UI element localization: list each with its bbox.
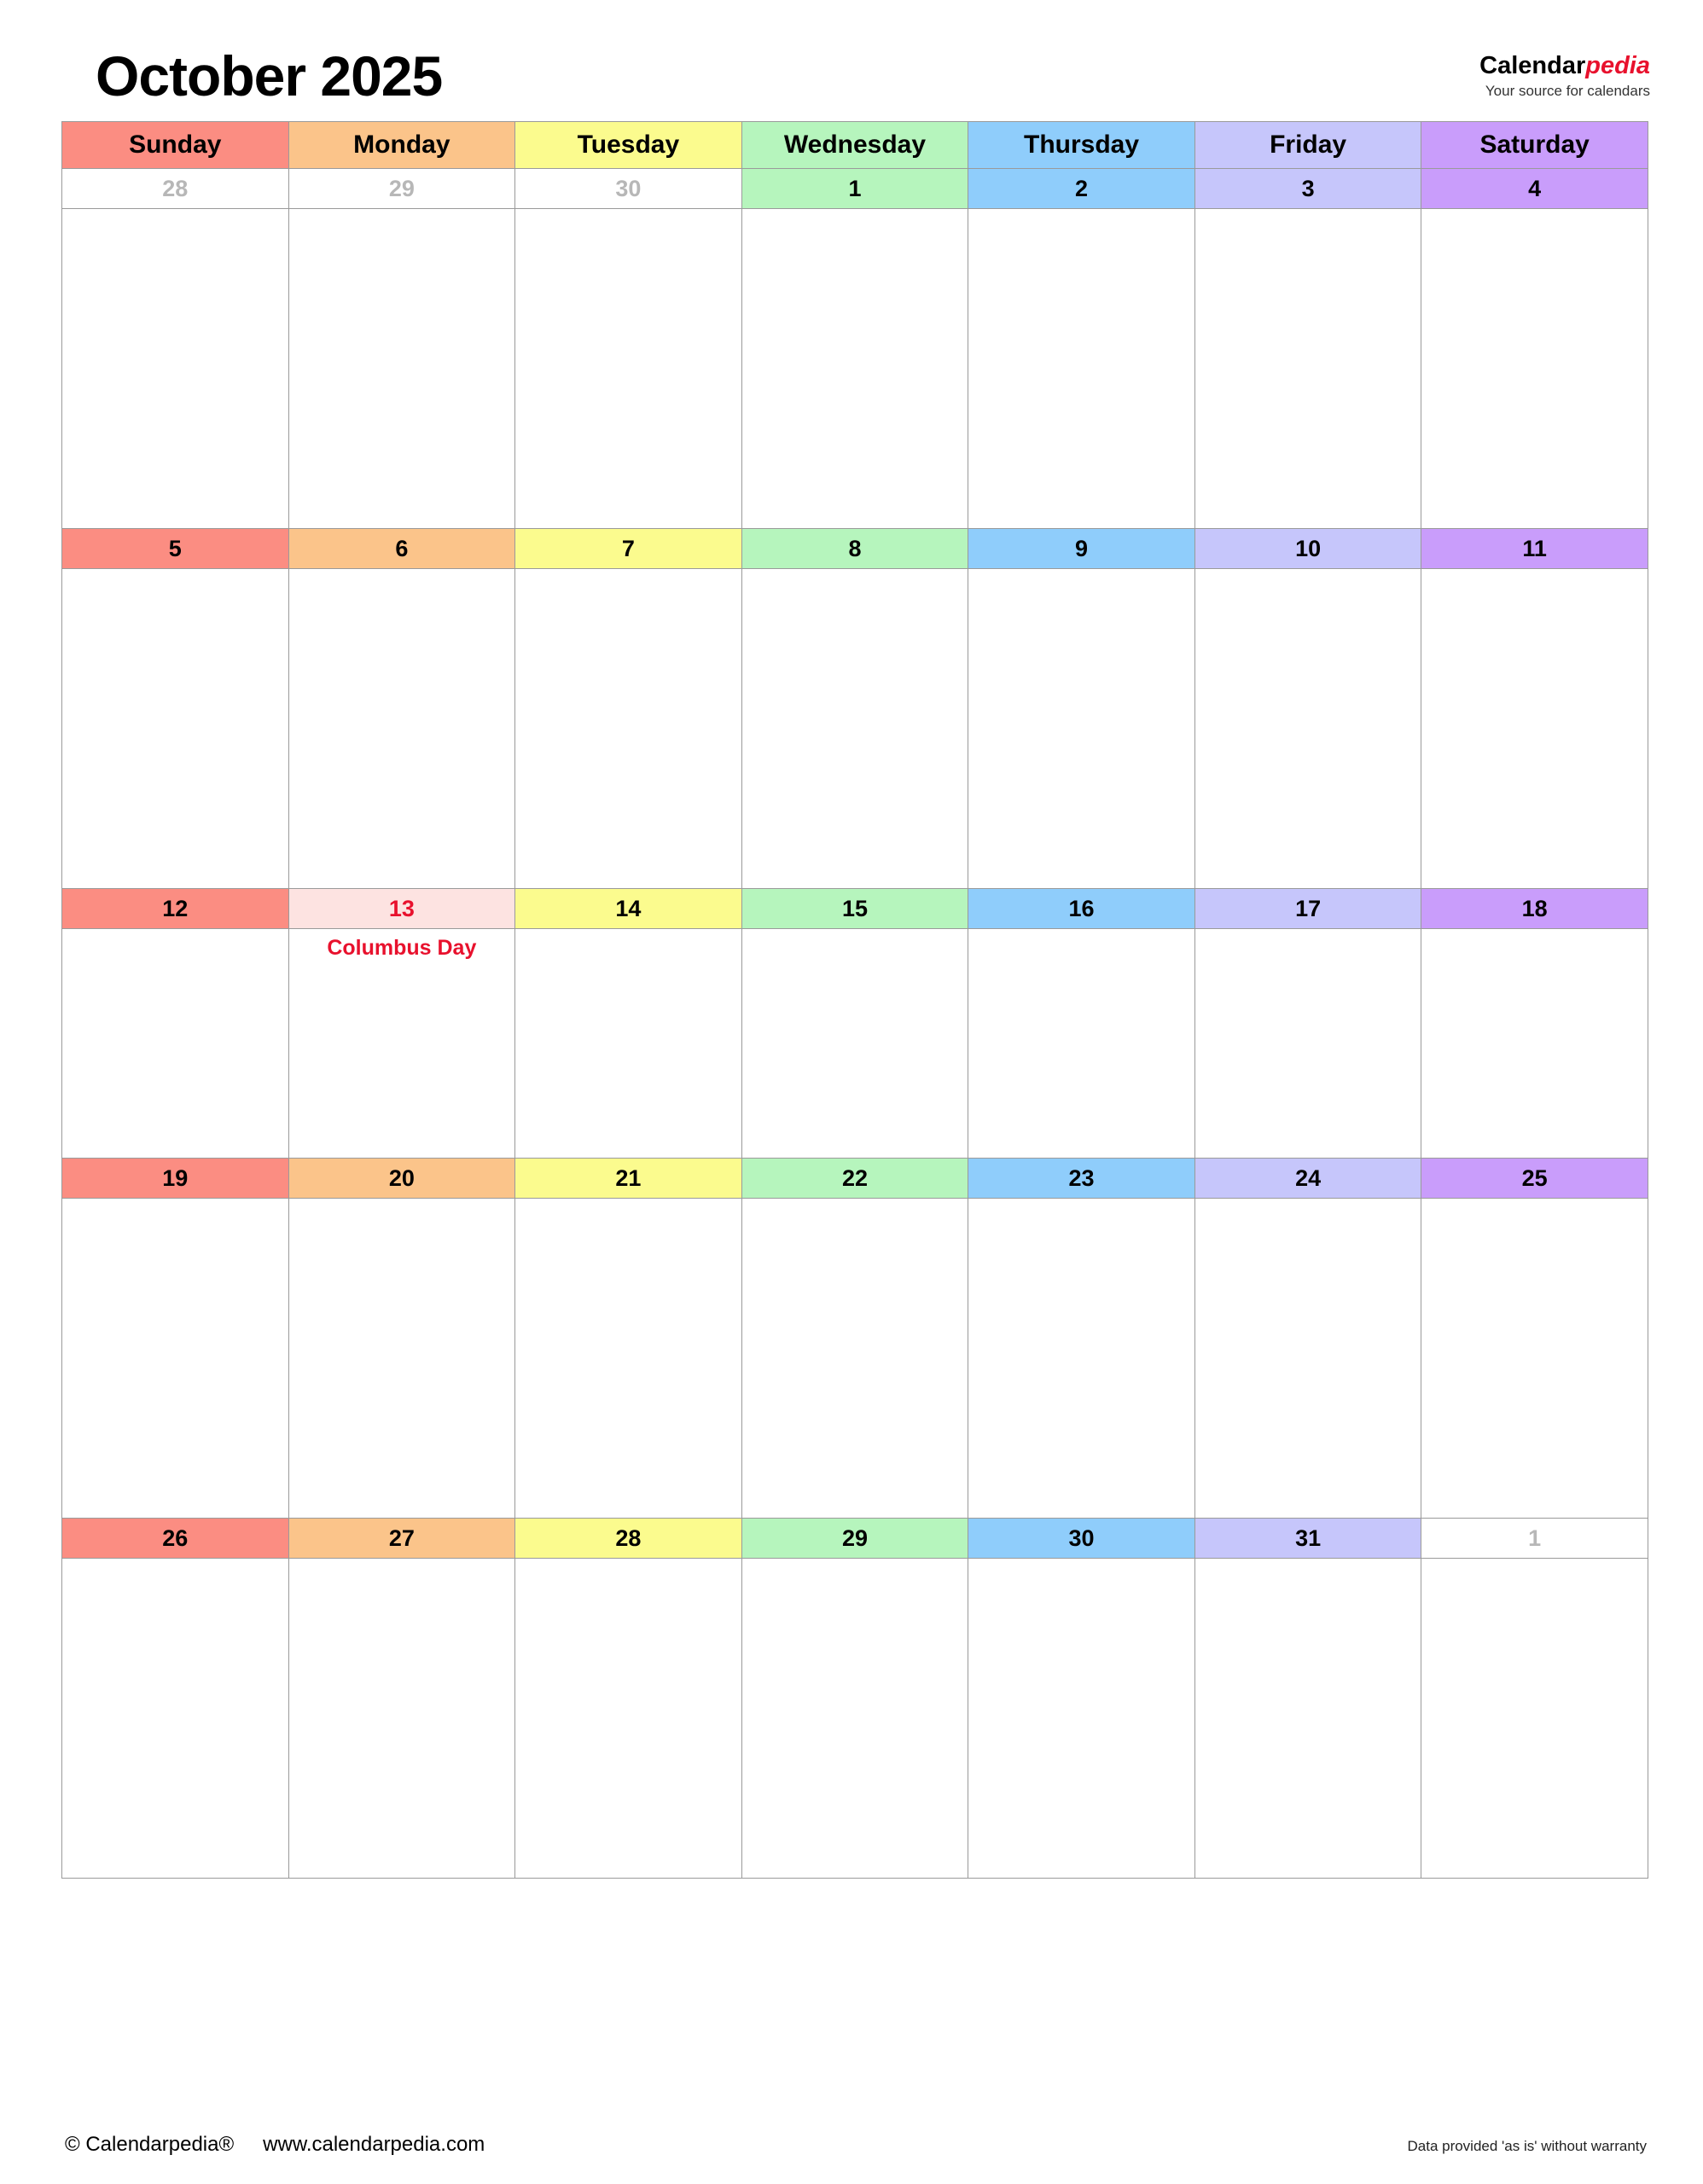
day-cell-thursday-w1[interactable] xyxy=(968,209,1195,529)
day-number-monday-w1: 29 xyxy=(288,169,515,209)
brand-tagline: Your source for calendars xyxy=(1485,82,1650,99)
day-cell-thursday-w3[interactable] xyxy=(968,929,1195,1159)
week-number-row xyxy=(62,889,1648,929)
weekday-header-row xyxy=(62,122,1648,169)
weekday-header-thursday: Thursday xyxy=(968,122,1195,169)
day-cell-tuesday-w4[interactable] xyxy=(515,1199,742,1519)
brand-name-part1: Calendar xyxy=(1479,52,1586,79)
day-cell-sunday-w1[interactable] xyxy=(62,209,289,529)
day-cell-saturday-w2[interactable] xyxy=(1421,569,1648,889)
day-cell-saturday-w4[interactable] xyxy=(1421,1199,1648,1519)
week-number-row xyxy=(62,1519,1648,1559)
day-number-sunday-w1: 28 xyxy=(62,169,289,209)
day-cell-tuesday-w5[interactable] xyxy=(515,1559,742,1879)
day-cell-thursday-w2[interactable] xyxy=(968,569,1195,889)
day-number-thursday-w4: 23 xyxy=(968,1159,1195,1199)
day-cell-wednesday-w2[interactable] xyxy=(741,569,968,889)
day-number-sunday-w5: 26 xyxy=(62,1519,289,1559)
week-content-row xyxy=(62,1559,1648,1879)
day-number-tuesday-w2: 7 xyxy=(515,529,742,569)
day-number-thursday-w1: 2 xyxy=(968,169,1195,209)
day-number-wednesday-w3: 15 xyxy=(741,889,968,929)
day-cell-tuesday-w2[interactable] xyxy=(515,569,742,889)
day-number-tuesday-w4: 21 xyxy=(515,1159,742,1199)
day-number-monday-w5: 27 xyxy=(288,1519,515,1559)
day-number-wednesday-w5: 29 xyxy=(741,1519,968,1559)
day-number-tuesday-w3: 14 xyxy=(515,889,742,929)
weekday-header-tuesday: Tuesday xyxy=(515,122,742,169)
day-number-monday-w3: 13 xyxy=(288,889,515,929)
day-number-wednesday-w2: 8 xyxy=(741,529,968,569)
brand-name xyxy=(1479,53,1650,80)
week-content-row xyxy=(62,209,1648,529)
page-title: October 2025 xyxy=(96,44,443,107)
brand-name-part2: pedia xyxy=(1585,52,1650,79)
day-number-sunday-w4: 19 xyxy=(62,1159,289,1199)
day-cell-wednesday-w3[interactable] xyxy=(741,929,968,1159)
day-cell-wednesday-w1[interactable] xyxy=(741,209,968,529)
week-content-row xyxy=(62,1199,1648,1519)
weekday-header-monday: Monday xyxy=(288,122,515,169)
day-number-tuesday-w1: 30 xyxy=(515,169,742,209)
day-cell-sunday-w4[interactable] xyxy=(62,1199,289,1519)
page-header xyxy=(60,29,1650,121)
weekday-header-friday: Friday xyxy=(1194,122,1421,169)
day-cell-wednesday-w4[interactable] xyxy=(741,1199,968,1519)
disclaimer-text: Data provided 'as is' without warranty xyxy=(1407,2138,1647,2154)
day-cell-sunday-w2[interactable] xyxy=(62,569,289,889)
day-cell-monday-w5[interactable] xyxy=(288,1559,515,1879)
week-content-row xyxy=(62,929,1648,1159)
day-cell-friday-w4[interactable] xyxy=(1194,1199,1421,1519)
day-cell-saturday-w5[interactable] xyxy=(1421,1559,1648,1879)
calendar-grid xyxy=(61,121,1648,1879)
week-number-row xyxy=(62,1159,1648,1199)
day-cell-sunday-w3[interactable] xyxy=(62,929,289,1159)
day-cell-monday-w4[interactable] xyxy=(288,1199,515,1519)
week-content-row xyxy=(62,569,1648,889)
day-cell-thursday-w4[interactable] xyxy=(968,1199,1195,1519)
day-cell-friday-w5[interactable] xyxy=(1194,1559,1421,1879)
day-cell-tuesday-w3[interactable] xyxy=(515,929,742,1159)
day-cell-sunday-w5[interactable] xyxy=(62,1559,289,1879)
weekday-header-sunday: Sunday xyxy=(62,122,289,169)
day-number-saturday-w1: 4 xyxy=(1421,169,1648,209)
website-link[interactable]: www.calendarpedia.com xyxy=(263,2133,485,2156)
brand-logo xyxy=(1479,53,1650,100)
day-number-saturday-w4: 25 xyxy=(1421,1159,1648,1199)
day-cell-friday-w1[interactable] xyxy=(1194,209,1421,529)
footer-left xyxy=(65,2133,485,2157)
day-number-tuesday-w5: 28 xyxy=(515,1519,742,1559)
day-number-friday-w4: 24 xyxy=(1194,1159,1421,1199)
week-number-row xyxy=(62,169,1648,209)
day-number-thursday-w2: 9 xyxy=(968,529,1195,569)
copyright-text: © Calendarpedia® xyxy=(65,2133,235,2156)
week-number-row xyxy=(62,529,1648,569)
day-cell-saturday-w3[interactable] xyxy=(1421,929,1648,1159)
weekday-header-wednesday: Wednesday xyxy=(741,122,968,169)
day-number-sunday-w2: 5 xyxy=(62,529,289,569)
holiday-label: Columbus Day xyxy=(327,936,477,960)
day-cell-wednesday-w5[interactable] xyxy=(741,1559,968,1879)
day-number-thursday-w3: 16 xyxy=(968,889,1195,929)
day-number-friday-w3: 17 xyxy=(1194,889,1421,929)
day-cell-monday-w3[interactable] xyxy=(288,929,515,1159)
day-cell-monday-w1[interactable] xyxy=(288,209,515,529)
day-cell-thursday-w5[interactable] xyxy=(968,1559,1195,1879)
day-cell-saturday-w1[interactable] xyxy=(1421,209,1648,529)
page-footer xyxy=(60,2133,1650,2162)
day-number-saturday-w2: 11 xyxy=(1421,529,1648,569)
day-number-friday-w5: 31 xyxy=(1194,1519,1421,1559)
day-number-thursday-w5: 30 xyxy=(968,1519,1195,1559)
weekday-header-saturday: Saturday xyxy=(1421,122,1648,169)
day-number-wednesday-w4: 22 xyxy=(741,1159,968,1199)
day-number-friday-w2: 10 xyxy=(1194,529,1421,569)
day-cell-friday-w2[interactable] xyxy=(1194,569,1421,889)
day-number-wednesday-w1: 1 xyxy=(741,169,968,209)
day-number-friday-w1: 3 xyxy=(1194,169,1421,209)
day-cell-monday-w2[interactable] xyxy=(288,569,515,889)
day-cell-friday-w3[interactable] xyxy=(1194,929,1421,1159)
day-number-monday-w4: 20 xyxy=(288,1159,515,1199)
day-number-monday-w2: 6 xyxy=(288,529,515,569)
day-cell-tuesday-w1[interactable] xyxy=(515,209,742,529)
day-number-saturday-w5: 1 xyxy=(1421,1519,1648,1559)
day-number-saturday-w3: 18 xyxy=(1421,889,1648,929)
day-number-sunday-w3: 12 xyxy=(62,889,289,929)
